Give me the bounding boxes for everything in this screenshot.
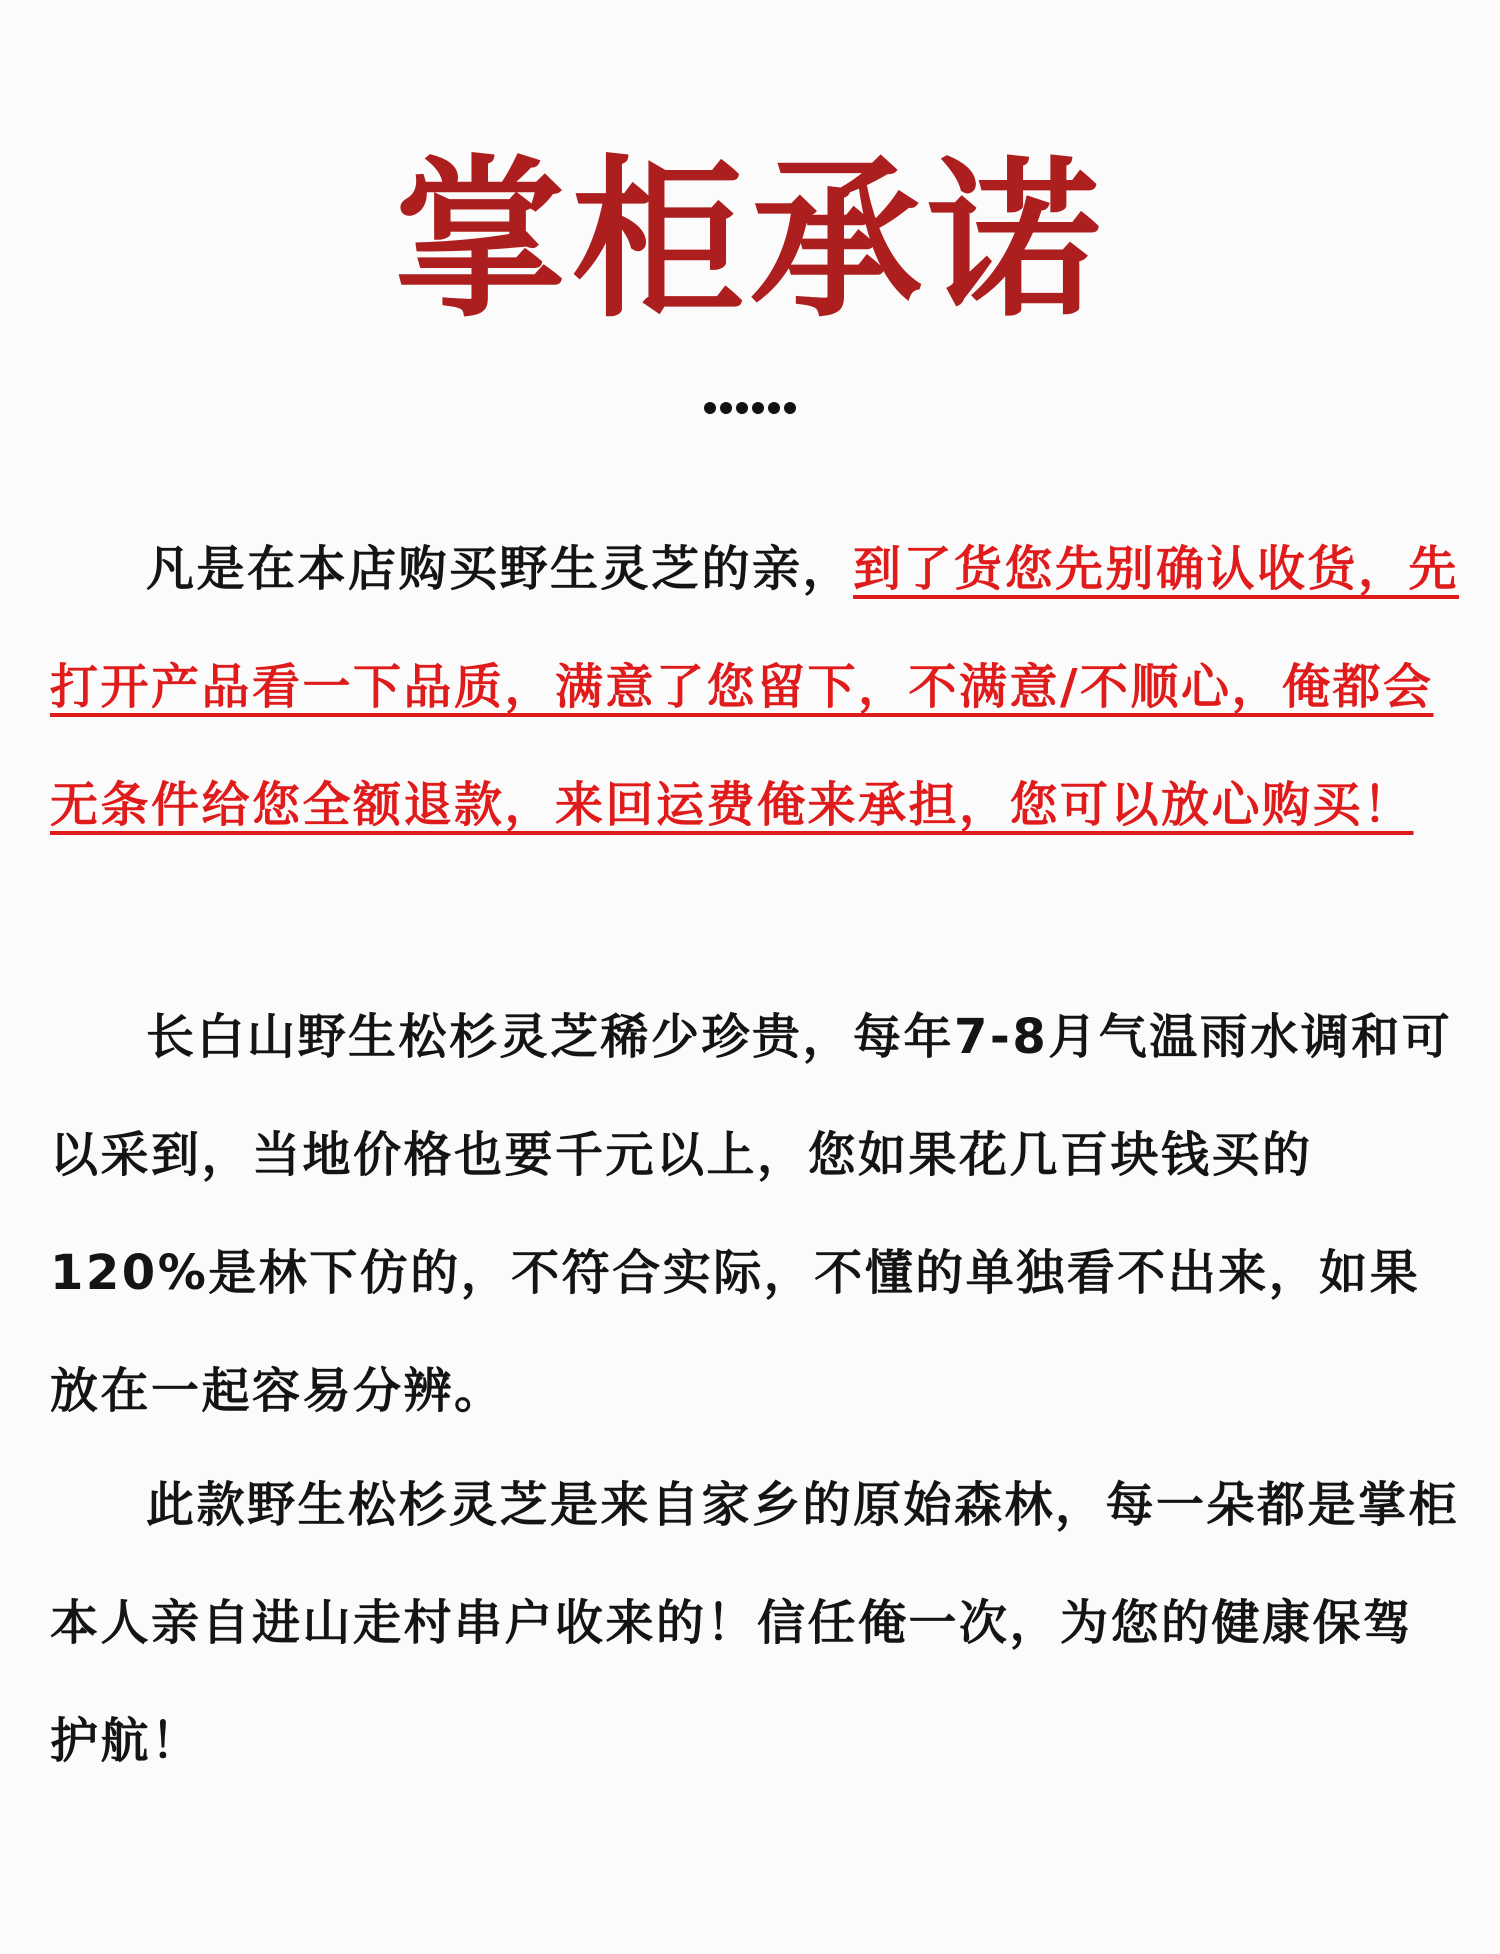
paragraph-lead-text: 凡是在本店购买野生灵芝的亲，	[146, 541, 854, 597]
return-promise-highlight: 到了货您先别确认收货，先打开产品看一下品质，满意了您留下，不满意/不顺心，俺都会无条件给您全额退款，来回运费俺来承担，您可以放心购买！	[50, 541, 1460, 833]
paragraph-product-origin: 长白山野生松杉灵芝稀少珍贵，每年7-8月气温雨水调和可以采到，当地价格也要千元以上，您如果花几百块钱买的120%是林下仿的，不符合实际，不懂的单独看不出来，如果放在一起容易分辨。	[50, 1009, 1453, 1419]
separator-dot	[704, 402, 716, 414]
separator-dot	[720, 402, 732, 414]
separator-dot	[736, 402, 748, 414]
separator-dot	[768, 402, 780, 414]
page-title: 掌柜承诺	[394, 138, 1106, 341]
separator-dot	[784, 402, 796, 414]
paragraph-return-policy	[50, 510, 1460, 864]
dot-separator	[0, 402, 1500, 414]
separator-dot	[752, 402, 764, 414]
paragraph-trust-statement: 此款野生松杉灵芝是来自家乡的原始森林，每一朵都是掌柜本人亲自进山走村串户收来的！信任俺一次，为您的健康保驾护航！	[50, 1477, 1460, 1769]
